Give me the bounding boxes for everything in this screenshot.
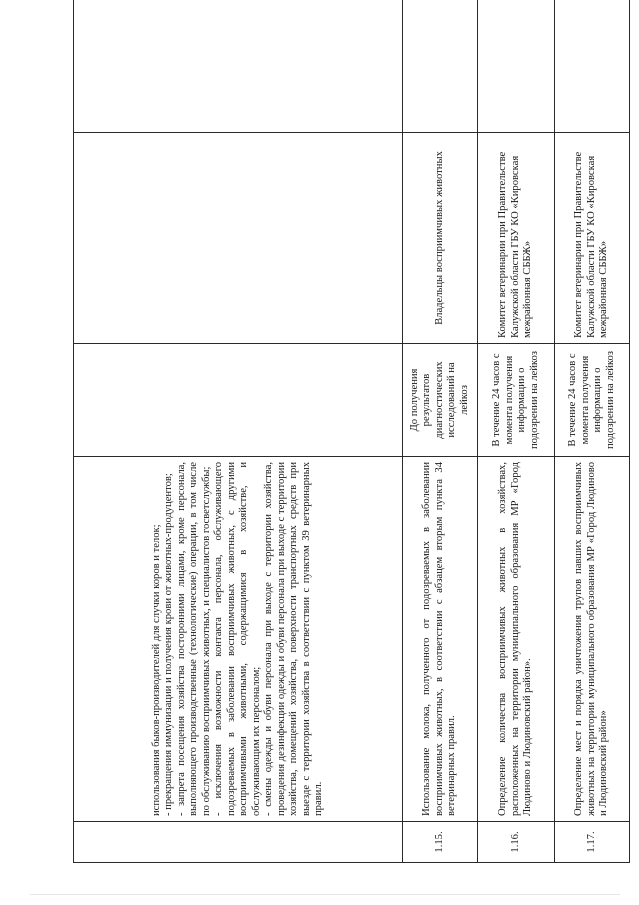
rotated-table-container (73, 33, 616, 863)
measure-cell (74, 457, 403, 822)
term-cell: В течение 24 часов с момента получения информации о подозрении на лейкоз (555, 344, 630, 457)
responsible-cell: Владельцы восприимчивых животных (403, 133, 478, 344)
execution-cell (74, 0, 403, 133)
row-number (74, 822, 403, 863)
row-number: 1.17. (555, 822, 630, 863)
measure-cell (478, 457, 555, 822)
rotated-table-viewport (73, 33, 616, 863)
measure-line: - запрета посещения хозяйства посторонними лицами, кроме персонала, выполняющего производственные (технологические) операции, в том числе по обслуживанию восприимчивых животных, и специалистов госветслужбы; (175, 462, 212, 816)
responsible-cell: Комитет ветеринарии при Правительстве Калужской области ГБУ КО «Кировская межрайонная СББЖ» (555, 133, 630, 344)
scan-edge-line (30, 894, 620, 895)
measure-line: - исключения возможности контакта персонала, обслуживающего подозреваемых в заболевании восприимчивых животных, с другими восприимчивыми животными, содержащимися в хозяйстве, и обслуживающим их персоналом; (213, 462, 262, 816)
row-number: 1.15. (403, 822, 478, 863)
measure-line: Использование молока, полученного от подозреваемых в заболевании восприимчивых животных, в соответствии с абзацем вторым пункта 34 ветеринарных правил. (421, 462, 458, 816)
term-cell: В течение 24 часов с момента получения информации о подозрении на лейкоз (478, 344, 555, 457)
measure-cell (555, 457, 630, 822)
responsible-cell (74, 133, 403, 344)
term-cell (74, 344, 403, 457)
veterinary-measures-table (73, 0, 630, 863)
execution-cell (478, 0, 555, 133)
table-row (74, 0, 403, 863)
execution-cell (555, 0, 630, 133)
measure-line: - прекращения иммунизации и получения крови от животных-продуцентов; (163, 473, 174, 816)
table-row (555, 0, 630, 863)
row-number: 1.16. (478, 822, 555, 863)
measure-line: Определение количества восприимчивых животных в хозяйствах, расположенных на территории муниципального образования МР «Город Людиново и Людиновский район». (497, 462, 534, 816)
measure-line: Определение мест и порядка уничтожения трупов павших восприимчивых животных на территории муниципального образования МР «Город Людиново и Людиновский район» (573, 462, 610, 816)
table-row (403, 0, 478, 863)
responsible-cell: Комитет ветеринарии при Правительстве Калужской области ГБУ КО «Кировская межрайонная СББЖ» (478, 133, 555, 344)
measure-line: - смены одежды и обуви персонала при выходе с территории хозяйства, проведения дезинфекции одежды и обуви персонала при выходе с территории хозяйства, помещений хозяйства, поверхности транспортных средств при выезде с территории хозяйства в соответствии с пунктом 39 ветеринарных правил. (263, 462, 324, 816)
term-cell: До получения результатов диагностических исследований на лейкоз (403, 344, 478, 457)
measure-line: использования быков-производителей для случки коров и телок; (150, 524, 162, 816)
table-row (478, 0, 555, 863)
execution-cell (403, 0, 478, 133)
measure-cell (403, 457, 478, 822)
